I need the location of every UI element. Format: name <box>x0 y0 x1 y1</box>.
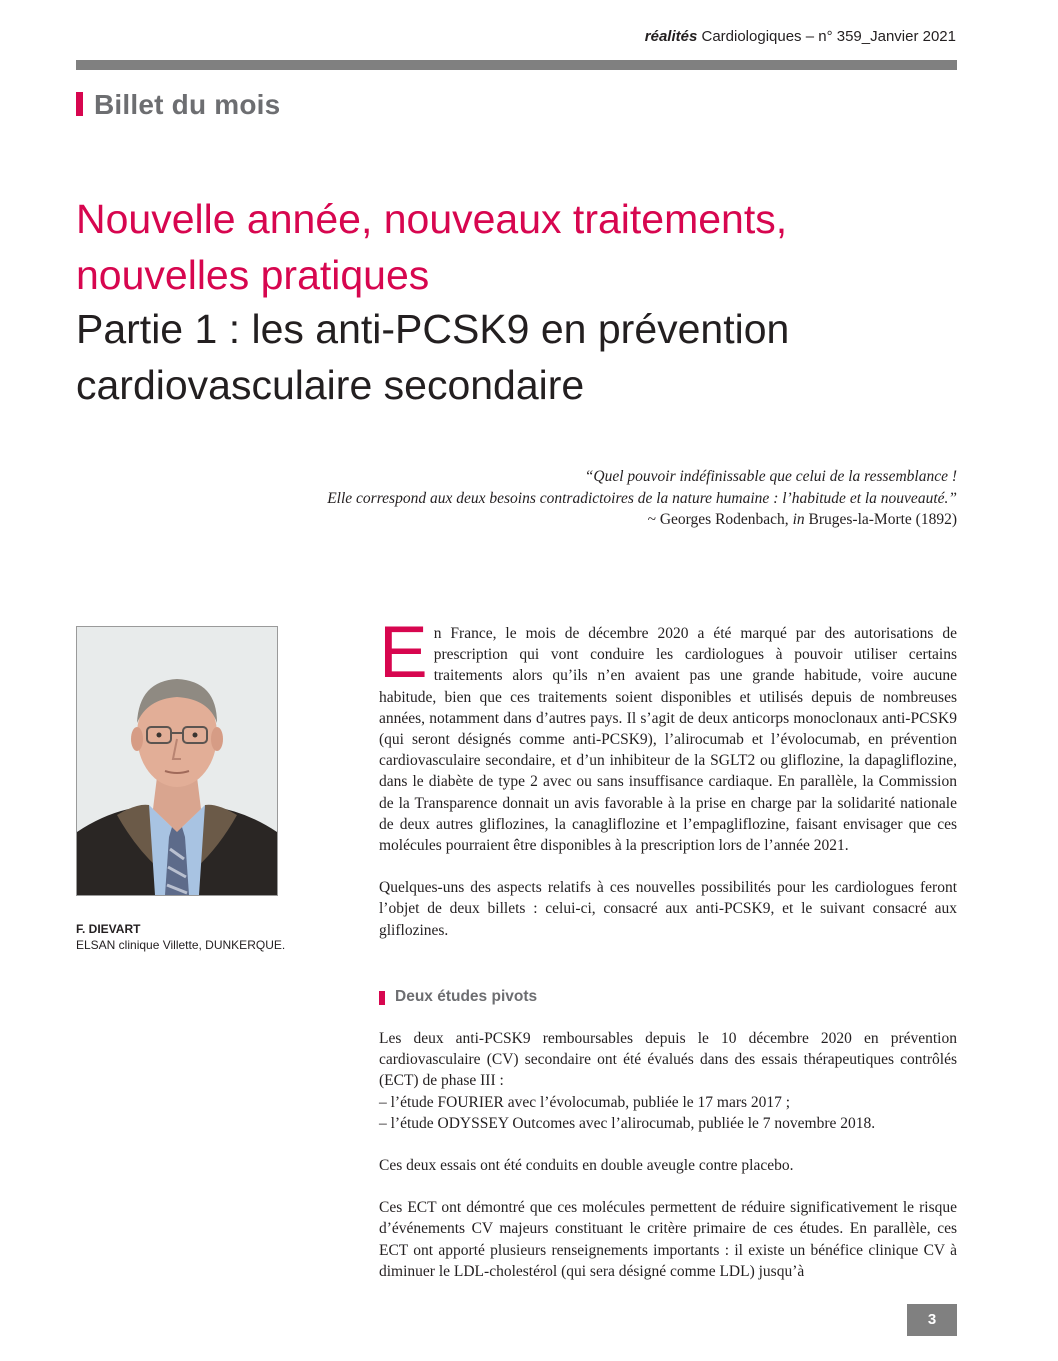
running-head <box>645 28 956 45</box>
title-line-2: nouvelles pratiques <box>76 252 430 298</box>
journal-issue: Cardiologiques – n° 359_Janvier 2021 <box>701 28 956 45</box>
author-photo <box>76 626 278 896</box>
subtitle-line-1: Partie 1 : les anti-PCSK9 en prévention <box>76 306 790 352</box>
rubric-accent-bar <box>76 92 83 116</box>
attribution-work: Bruges-la-Morte (1892) <box>808 511 957 528</box>
article-title <box>76 191 976 303</box>
subheading-label: Deux études pivots <box>395 988 538 1005</box>
intro-paragraph-text: n France, le mois de décembre 2020 a été marqué par des autorisations de prescription qui vont conduire les cardiologues à pouvoir utiliser certains traitements alors qu’ils n’en avaient pas une grande habitude, voire aucune habitude, bien que ces traitements soient disponibles et utilisés depuis de nombreuses années, notamment dans d’autres pays. Il s’agit de deux anticorps monoclonaux anti-PCSK9 (qui seront désignés comme anti-PCSK9), l’alirocumab et l’évolocumab, en prévention cardiovasculaire secondaire, et d’un inhibiteur de la SGLT2 ou gliflozine, la dapagliflozine, dans le diabète de type 2 avec ou sans insuffisance cardiaque. En parallèle, la Commission de la Transparence donnait un avis favorable à la prise en charge par la solidarité nationale de deux autres gliflozines, la canagliflozine et l’empagliflozine, faisant envisager que ces molécules pourraient être disponibles à la prescription lors de l’année 2021. <box>379 625 957 855</box>
author-portrait-image <box>77 627 277 895</box>
paragraph-4: Ces deux essais ont été conduits en double aveugle contre placebo. <box>379 1157 794 1175</box>
title-line-1: Nouvelle année, nouveaux traitements, <box>76 196 788 242</box>
epigraph-attribution <box>197 509 957 531</box>
intro-paragraph <box>379 612 957 856</box>
epigraph <box>197 466 957 531</box>
body-studies <box>379 1028 957 1303</box>
paragraph-3-text: Les deux anti-PCSK9 remboursables depuis le 10 décembre 2020 en prévention cardiovasculaire (CV) secondaire ont été évalués dans des essais thérapeutiques contrôlés (ECT) de phase III : <box>379 1030 957 1090</box>
rubric-label: Billet du mois <box>94 89 281 120</box>
journal-brand: réalités <box>644 28 698 45</box>
paragraph-3 <box>379 1028 957 1134</box>
epigraph-quote-line-1: “Quel pouvoir indéfinissable que celui de la ressemblance ! <box>584 468 957 485</box>
drop-cap: E <box>379 612 428 693</box>
paragraph-5: Ces ECT ont démontré que ces molécules permettent de réduire significativement le risque d’événements CV majeurs constituant le critère primaire de ces études. En parallèle, ces ECT ont apporté plusieurs renseignements importants : il existe un bénéfice clinique CV à diminuer le LDL-cholestérol (qui sera désigné comme LDL) jusqu’à <box>379 1199 957 1280</box>
author-affiliation: ELSAN clinique Villette, DUNKERQUE. <box>76 938 286 952</box>
study-list-item-2: – l’étude ODYSSEY Outcomes avec l’alirocumab, publiée le 7 novembre 2018. <box>379 1114 876 1132</box>
body-intro <box>379 612 957 962</box>
epigraph-quote-line-2: Elle correspond aux deux besoins contradictoires de la nature humaine : l’habitude et la nouveauté.” <box>327 489 957 507</box>
page-number: 3 <box>907 1304 957 1336</box>
attribution-author: ~ Georges Rodenbach, <box>647 511 789 528</box>
header-rule <box>76 60 957 70</box>
author-name: F. DIEVART <box>76 922 141 936</box>
paragraph-2: Quelques-uns des aspects relatifs à ces nouvelles possibilités pour les cardiologues feront l’objet de deux billets : celui-ci, consacré aux anti-PCSK9, et le suivant consacré aux gliflozines. <box>379 879 957 939</box>
subtitle-line-2: cardiovasculaire secondaire <box>76 362 585 408</box>
article-subtitle <box>76 301 976 413</box>
study-list-item-1: – l’étude FOURIER avec l’évolocumab, publiée le 17 mars 2017 ; <box>379 1093 791 1111</box>
attribution-in: in <box>792 511 805 528</box>
subheading-accent-bar <box>379 991 385 1005</box>
